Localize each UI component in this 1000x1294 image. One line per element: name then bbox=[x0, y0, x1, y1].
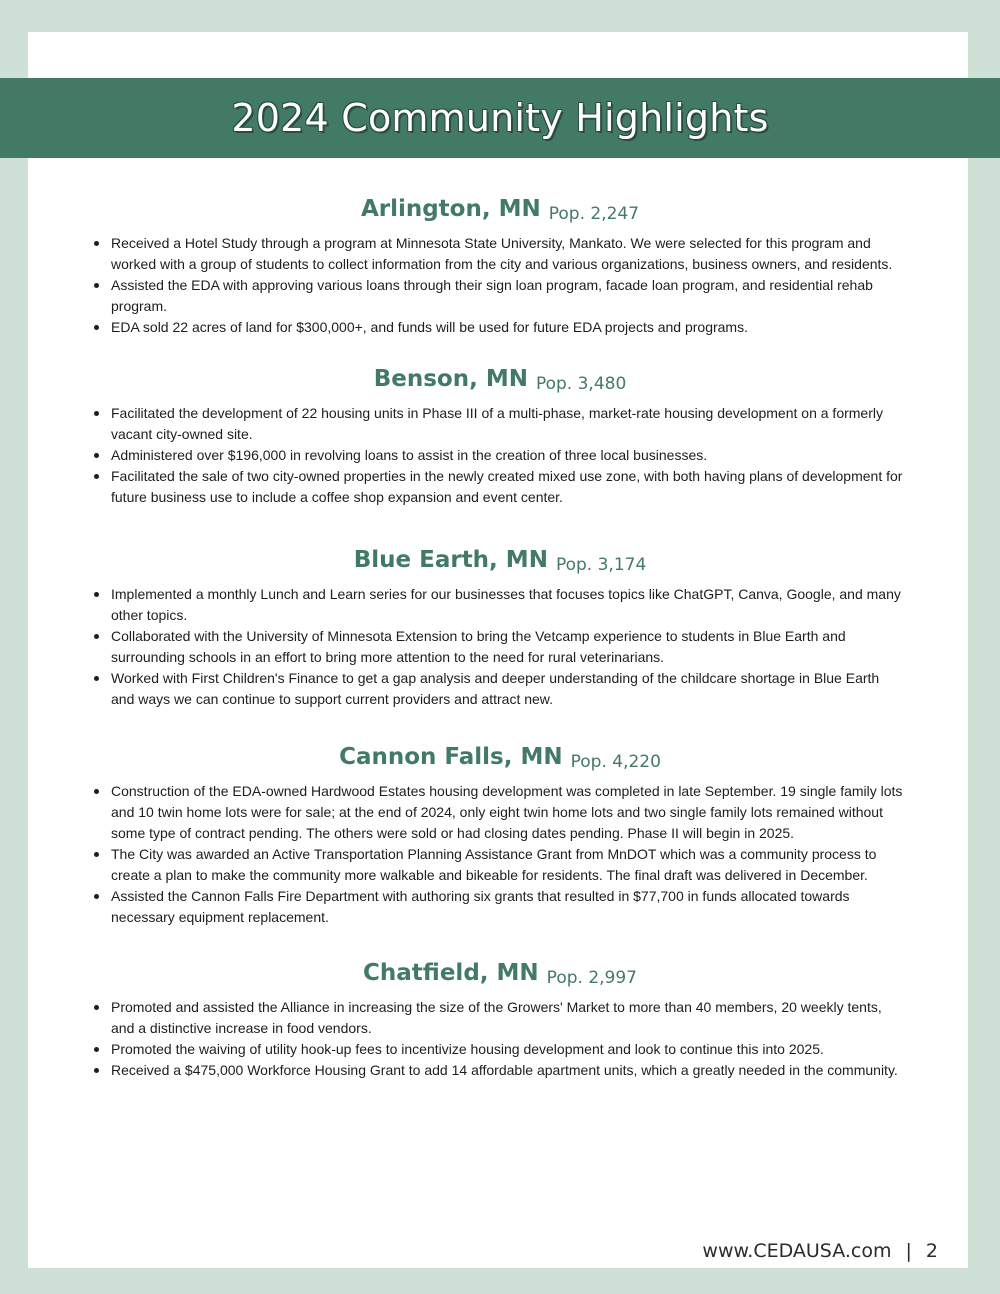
list-item: Promoted and assisted the Alliance in increasing the size of the Growers' Market to more than 40 members, 20 weekly tents, and a distinctive increase in food vendors. bbox=[111, 997, 906, 1039]
list-item: Construction of the EDA-owned Hardwood Estates housing development was completed in late September. 19 single family lots and 10 twin home lots were for sale; at the end of 2024, only eight twin home lots and two single family lots remained without some type of contract pending. The others were sold or had closing dates pending. Phase II will begin in 2025. bbox=[111, 781, 906, 844]
page-footer bbox=[702, 1240, 938, 1262]
list-item: Received a Hotel Study through a program at Minnesota State University, Mankato. We were selected for this program and worked with a group of students to collect information from the city and various organizations, business owners, and residents. bbox=[111, 233, 906, 275]
list-item: Assisted the Cannon Falls Fire Department with authoring six grants that resulted in $77,700 in funds allocated towards necessary equipment replacement. bbox=[111, 886, 906, 928]
list-item: Worked with First Children's Finance to get a gap analysis and deeper understanding of the childcare shortage in Blue Earth and ways we can continue to support current providers and attract new. bbox=[111, 668, 906, 710]
list-item: Administered over $196,000 in revolving loans to assist in the creation of three local businesses. bbox=[111, 445, 906, 466]
population: Pop. 3,174 bbox=[555, 555, 647, 575]
section-blue-earth bbox=[0, 543, 1000, 710]
section-heading bbox=[0, 543, 1000, 580]
highlight-list bbox=[0, 997, 906, 1081]
city-name: Chatfield, MN bbox=[363, 960, 539, 986]
page-title: 2024 Community Highlights bbox=[231, 96, 769, 140]
title-banner bbox=[0, 78, 1000, 158]
list-item: The City was awarded an Active Transportation Planning Assistance Grant from MnDOT which was a community process to create a plan to make the community more walkable and bikeable for residents. The final draft was delivered in December. bbox=[111, 844, 906, 886]
section-heading bbox=[0, 740, 1000, 777]
highlight-list bbox=[0, 403, 906, 508]
city-name: Blue Earth, MN bbox=[353, 547, 548, 573]
list-item: Assisted the EDA with approving various loans through their sign loan program, facade loan program, and residential rehab program. bbox=[111, 275, 906, 317]
section-benson bbox=[0, 362, 1000, 508]
page-number: 2 bbox=[925, 1240, 938, 1262]
section-cannon-falls bbox=[0, 740, 1000, 928]
highlights-content bbox=[0, 192, 1000, 1081]
website-link[interactable]: www.CEDAUSA.com bbox=[702, 1240, 892, 1262]
city-name: Benson, MN bbox=[373, 366, 528, 392]
population: Pop. 4,220 bbox=[570, 752, 661, 772]
highlight-list bbox=[0, 781, 906, 928]
footer-separator: | bbox=[905, 1240, 912, 1262]
list-item: EDA sold 22 acres of land for $300,000+, and funds will be used for future EDA projects and programs. bbox=[111, 317, 906, 338]
list-item: Collaborated with the University of Minnesota Extension to bring the Vetcamp experience to students in Blue Earth and surrounding schools in an effort to bring more attention to the need for rural veterinarians. bbox=[111, 626, 906, 668]
list-item: Promoted the waiving of utility hook-up fees to incentivize housing development and look to continue this into 2025. bbox=[111, 1039, 906, 1060]
highlight-list bbox=[0, 233, 906, 338]
section-chatfield bbox=[0, 956, 1000, 1081]
list-item: Facilitated the sale of two city-owned properties in the newly created mixed use zone, with both having plans of development for future business use to include a coffee shop expansion and event center. bbox=[111, 466, 906, 508]
city-name: Arlington, MN bbox=[360, 196, 541, 222]
population: Pop. 2,247 bbox=[548, 204, 640, 224]
list-item: Facilitated the development of 22 housing units in Phase III of a multi-phase, market-rate housing development on a formerly vacant city-owned site. bbox=[111, 403, 906, 445]
population: Pop. 2,997 bbox=[546, 968, 637, 988]
section-heading bbox=[0, 192, 1000, 229]
population: Pop. 3,480 bbox=[535, 374, 627, 394]
highlight-list bbox=[0, 584, 906, 710]
list-item: Implemented a monthly Lunch and Learn series for our businesses that focuses topics like ChatGPT, Canva, Google, and many other topics. bbox=[111, 584, 906, 626]
list-item: Received a $475,000 Workforce Housing Grant to add 14 affordable apartment units, which a greatly needed in the community. bbox=[111, 1060, 906, 1081]
section-heading bbox=[0, 362, 1000, 399]
section-heading bbox=[0, 956, 1000, 993]
section-arlington bbox=[0, 192, 1000, 338]
city-name: Cannon Falls, MN bbox=[339, 744, 563, 770]
